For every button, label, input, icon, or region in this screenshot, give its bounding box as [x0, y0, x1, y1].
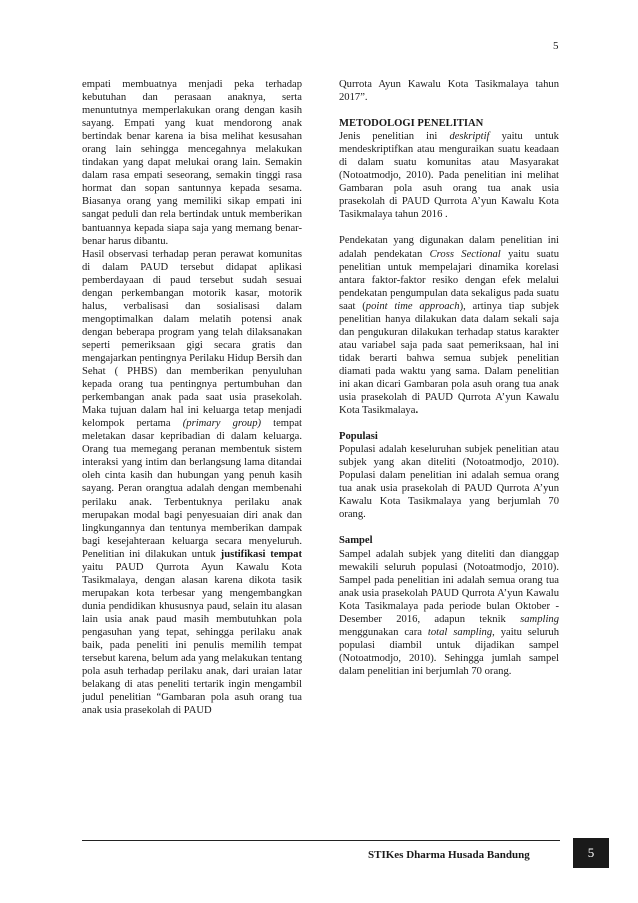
footer-divider — [82, 840, 560, 841]
paragraph-jenis-penelitian: Jenis penelitian ini deskriptif yaitu untuk mendeskriptifkan atau menguraikan suatu keadaan di dalam suatu komunitas atau Masyarakat (Notoatmodjo, 2010). Pada penelitian ini melihat Gambaran pola asuh orang tua anak usia prasekolah di PAUD Qurrota A’yun Kawalu Kota Tasikmalaya tahun 2016 . — [339, 131, 559, 221]
paragraph-pendekatan: Pendekatan yang digunakan dalam penelitian ini adalah pendekatan Cross Sectional yaitu suatu penelitian untuk mempelajari dinamika korelasi antara faktor-faktor resiko dengan efek melalui pendekatan pengumpulan data sekaligus pada suatu saat (point time approach), artinya tiap subjek penelitian hanya dilakukan data dalam sekali saja dan pengukuran dilakukan terhadap status karakter atau variabel saja pada saat pemeriksaan, hal ini tidak berarti bahwa semua subjek penelitian diamati pada waktu yang sama. Dalam penelitian ini akan dicari Gambaran pola asuh orang tua anak usia prasekolah di PAUD Qurrota A’yun Kawalu Kota Tasikmalaya. — [339, 235, 560, 417]
heading-populasi: Populasi — [339, 431, 378, 443]
footer-institution: STIKes Dharma Husada Bandung — [368, 849, 530, 861]
heading-sampel: Sampel — [339, 535, 373, 547]
heading-metodologi: METODOLOGI PENELITIAN — [339, 118, 484, 130]
paragraph-hasil-observasi: Hasil observasi terhadap peran perawat komunitas di dalam PAUD tersebut didapat aplikasi pemberdayaan di paud tersebut sudah sesuai dengan perkembangan motorik kasar, motorik halus, verbalisasi dan sosialisasi dalam mengoptimalkan dalam melatih potensi anak dengan beberapa program yang telah dilaksanakan seperti pemeriksaan gigi secara gratis dan mengajarkan pentingnya Perilaku Hidup Bersih dan Sehat ( PHBS) dan memberikan penyuluhan kepada orang tua pentingnya pertumbuhan dan perkembangan anak pada saat usia prasekolah. Maka tujuan dalam hal ini keluarga tetap menjadi kelompok pertama (primary group) tempat meletakan dasar kepribadian di dalam keluarga. Orang tua memegang peranan membentuk sistem interaksi yang intim dan berlangsung lama ditandai oleh cinta kasih dan hubungan yang penuh kasih sayang. Peran orangtua adalah dengan membenahi perilaku anak. Terbentuknya perilaku anak merupakan modal bagi penyesuaian diri anak dan lingkungannya dan tentunya memberikan dampak bagi kesejahteraan keluarga secara menyeluruh. Penelitian ini dilakukan untuk justifikasi tempat yaitu PAUD Qurrota Ayun Kawalu Kota Tasikmalaya, dengan alasan karena dikota tasik merupakan kota terbesar yang mengembangkan dunia pendidikan khususnya paud, selain itu alasan lain usia anak paud masih membutuhkan pola pengasuhan yang tepat, sehingga perilaku anak baik, pada peneliti ini penulis memilih tempat tersebut karena, belum ada yang melakukan tentang pola asuh terhadap perilaku anak, dari uraian latar belakang di atas peneliti tertarik ingin mengambil judul penelitian “Gambaran pola asuh orang tua anak usia prasekolah di PAUD — [82, 248, 302, 717]
paragraph-intro: Qurrota Ayun Kawalu Kota Tasikmalaya tahun 2017”. — [339, 79, 559, 104]
left-column — [82, 78, 302, 717]
paragraph-populasi: Populasi adalah keseluruhan subjek penelitian atau subjek yang akan diteliti (Notoatmodjo, 2010). Populasi dalam penelitian ini adalah semua orang tua anak usia prasekolah di PAUD Qurrota A’yun Kawalu Kota Tasikmalaya yang berjumlah 70 orang. — [339, 444, 559, 521]
paragraph-sampel: Sampel adalah subjek yang diteliti dan dianggap mewakili seluruh populasi (Notoatmodjo, 2010). Sampel pada penelitian ini adalah semua orang tua anak usia prasekolah PAUD Qurrota A’yun Kawalu Kota Tasikmalaya pada periode bulan Oktober - Desember 2016, adapun teknik sampling menggunakan cara total sampling, yaitu seluruh populasi diambil untuk dijadikan sampel (Notoatmodjo, 2010). Sehingga jumlah sampel dalam penelitian ini berjumlah 70 orang. — [339, 548, 559, 677]
footer-page-number: 5 — [573, 838, 609, 868]
paragraph-empati: empati membuatnya menjadi peka terhadap kebutuhan dan perasaan anaknya, serta menuntutnya memperlakukan orang dengan kasih sayang. Empati yang kuat mendorong anak bertindak benar karena ia bisa melihat kesusahan orang lain sehingga mencegahnya melakukan tindakan yang dapat melukai orang lain. Semakin dalam rasa empati seseorang, semakin tinggi rasa hormat dan sopan santunnya kepada sesama. Biasanya orang yang memiliki sikap empati ini sangat peduli dan rela bertindak untuk memberikan bantuannya kepada siapa saja yang memang benar-benar harus dibantu. — [82, 79, 302, 247]
right-column — [339, 78, 559, 678]
page-number-top: 5 — [553, 40, 559, 52]
